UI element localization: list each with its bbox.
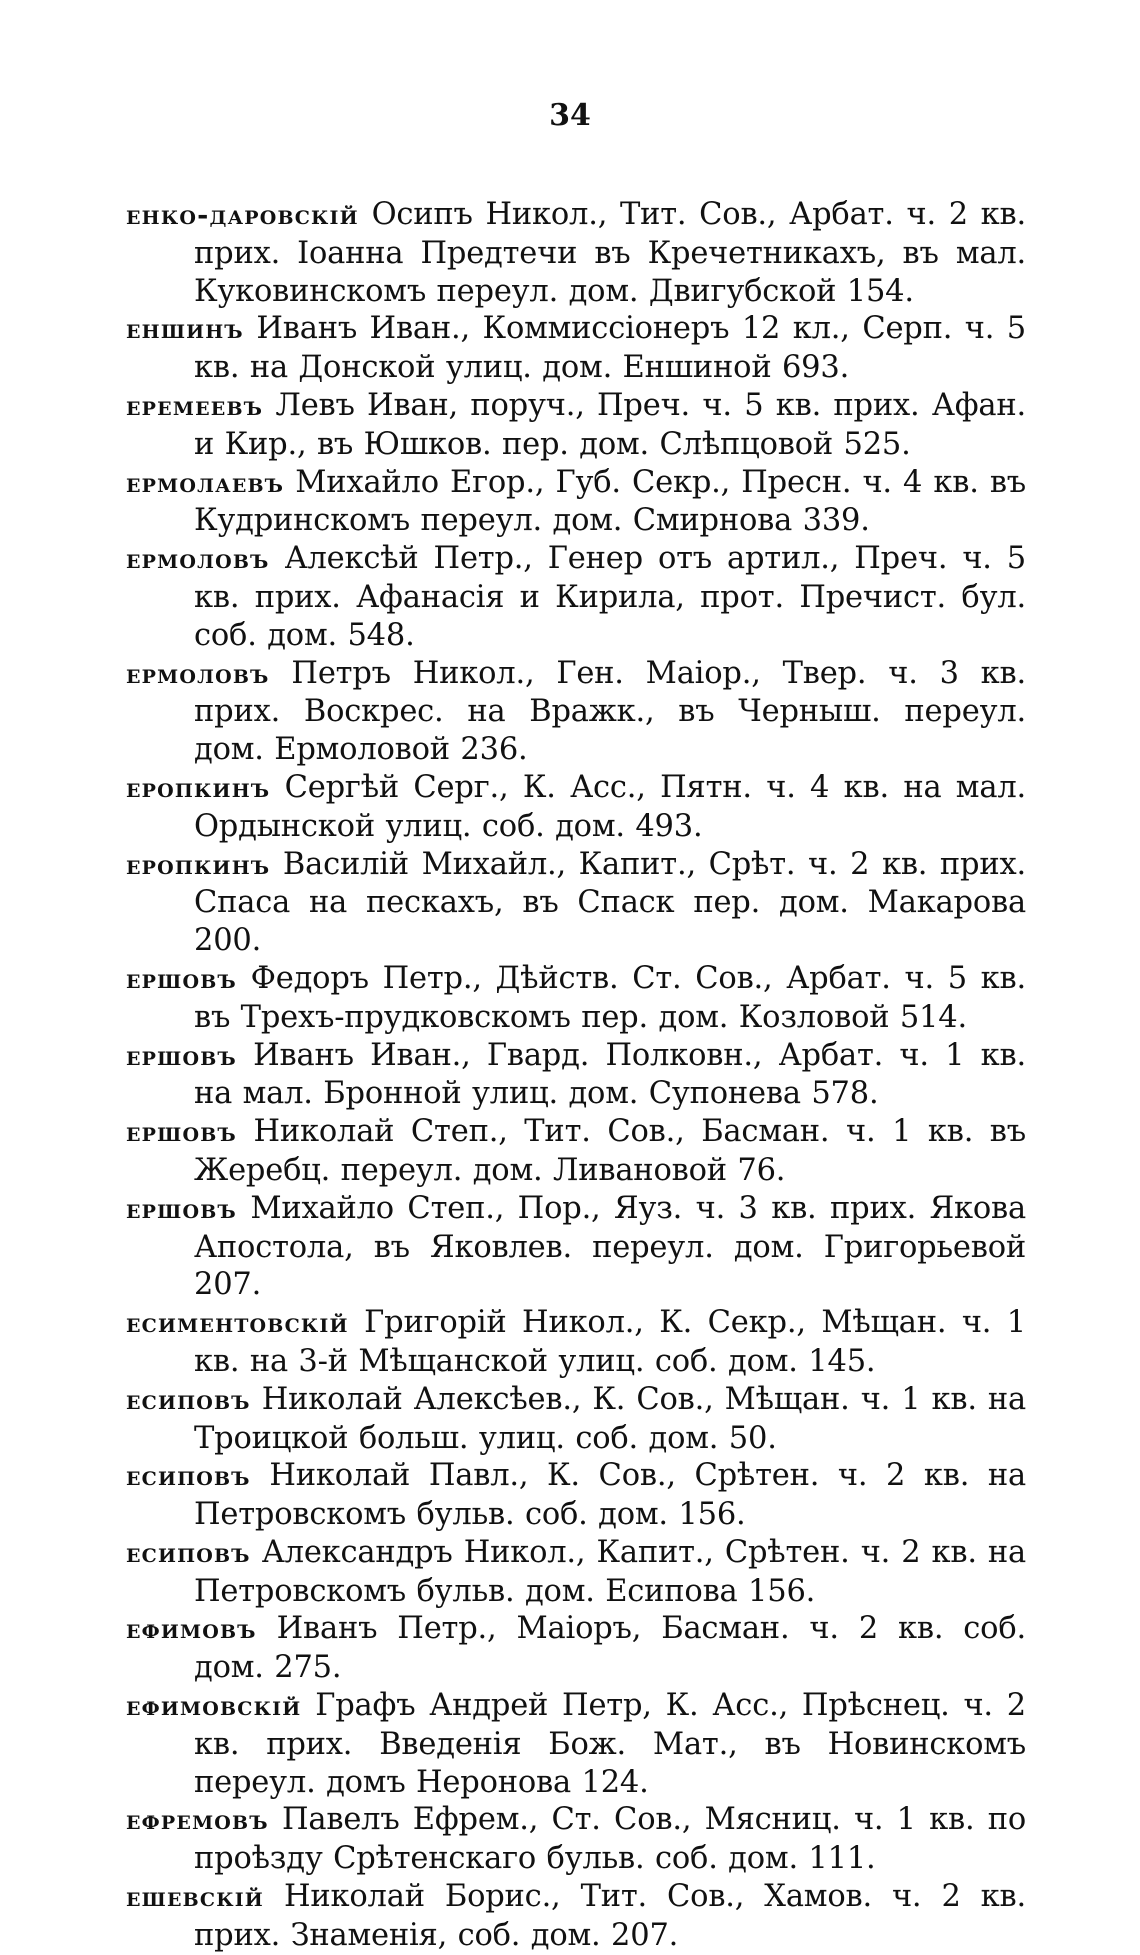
entry-text: Николай Степ., Тит. Сов., Басман. ч. 1 кв. въ Жеребц. переул. дом. Ливановой 76. xyxy=(194,1114,1026,1188)
entry-text: Павелъ Ефрем., Ст. Сов., Мясниц. ч. 1 кв. по проѣзду Срѣтенскаго бульв. соб. дом. 111. xyxy=(194,1802,1027,1877)
entry-text: Графъ Андрей Петр, К. Асс., Прѣснец. ч. 2 кв. прих. Введенія Бож. Мат., въ Новинскомъ переул. домъ Неронова 124. xyxy=(194,1688,1026,1800)
directory-entry xyxy=(126,387,1026,464)
directory-entry xyxy=(126,1534,1026,1611)
entry-text: Алексѣй Петр., Генер отъ артил., Преч. ч. 5 кв. прих. Афанасія и Кирила, прот. Пречист. бул. соб. дом. 548. xyxy=(194,541,1026,653)
entry-surname: ермоловъ xyxy=(126,658,270,690)
entry-text: Федоръ Петр., Дѣйств. Ст. Сов., Арбат. ч. 5 кв. въ Трехъ-прудковскомъ пер. дом. Козловой 514. xyxy=(194,960,1026,1035)
entry-surname: еропкинъ xyxy=(126,849,271,881)
entry-surname: ешевскій xyxy=(126,1882,264,1914)
entry-surname: еропкинъ xyxy=(126,772,271,804)
entry-surname: ефимовскій xyxy=(126,1691,302,1723)
directory-entry xyxy=(126,1113,1026,1190)
page-number: 34 xyxy=(549,98,591,133)
directory-entry xyxy=(126,1037,1026,1114)
entry-surname: есиментовскій xyxy=(126,1308,349,1340)
directory-entry xyxy=(126,196,1026,310)
directory-entry xyxy=(126,1878,1026,1955)
entry-text: Осипъ Никол., Тит. Сов., Арбат. ч. 2 кв. прих. Іоанна Предтечи въ Кречетникахъ, въ мал. Куковинскомъ переул. дом. Двигубской 154. xyxy=(194,197,1026,309)
entry-surname: ермоловъ xyxy=(126,544,270,576)
entry-surname: ефремовъ xyxy=(126,1805,269,1837)
entry-surname: ермолаевъ xyxy=(126,467,285,499)
directory-entry xyxy=(126,1801,1026,1878)
entry-text: Сергѣй Серг., К. Асс., Пятн. ч. 4 кв. на мал. Ордынской улиц. соб. дом. 493. xyxy=(194,769,1026,844)
entry-surname: ершовъ xyxy=(126,1193,237,1225)
entry-text: Петръ Никол., Ген. Маіор., Твер. ч. 3 кв. прих. Воскрес. на Вражк., въ Черныш. переул. дом. Ермоловой 236. xyxy=(194,655,1026,768)
directory-entry xyxy=(126,540,1026,654)
directory-entry xyxy=(126,960,1026,1037)
directory-entry xyxy=(126,1457,1026,1534)
directory-entry xyxy=(126,310,1026,387)
entry-text: Левъ Иван, поруч., Преч. ч. 5 кв. прих. Афан. и Кир., въ Юшков. пер. дом. Слѣпцовой 525. xyxy=(194,387,1026,462)
directory-entry xyxy=(126,769,1026,846)
entry-surname: ефимовъ xyxy=(126,1614,257,1646)
entry-text: Василій Михайл., Капит., Срѣт. ч. 2 кв. прих. Спаса на пескахъ, въ Спаск пер. дом. Макарова 200. xyxy=(194,846,1027,959)
entry-text: Григорій Никол., К. Секр., Мѣщан. ч. 1 кв. на 3-й Мѣщанской улиц. соб. дом. 145. xyxy=(194,1305,1027,1379)
entry-surname: еремеевъ xyxy=(126,390,264,422)
entry-surname: ершовъ xyxy=(126,963,237,995)
entry-text: Александръ Никол., Капит., Срѣтен. ч. 2 кв. на Петровскомъ бульв. дом. Есипова 156. xyxy=(194,1534,1026,1609)
entry-text: Михайло Степ., Пор., Яуз. ч. 3 кв. прих. Якова Апостола, въ Яковлев. переул. дом. Григорьевой 207. xyxy=(194,1190,1026,1303)
entry-text: Николай Алексѣев., К. Сов., Мѣщан. ч. 1 кв. на Троицкой больш. улиц. соб. дом. 50. xyxy=(194,1381,1026,1456)
entry-text: Иванъ Иван., Коммиссіонеръ 12 кл., Серп. ч. 5 кв. на Донской улиц. дом. Еншиной 693. xyxy=(194,311,1026,386)
entry-text: Иванъ Петр., Маіоръ, Басман. ч. 2 кв. соб. дом. 275. xyxy=(194,1611,1026,1686)
entry-text: Николай Борис., Тит. Сов., Хамов. ч. 2 кв. прих. Знаменія, соб. дом. 207. xyxy=(194,1879,1026,1953)
directory-entry xyxy=(126,464,1026,541)
directory-entry xyxy=(126,1304,1026,1381)
entry-text: Михайло Егор., Губ. Секр., Пресн. ч. 4 кв. въ Кудринскомъ переул. дом. Смирнова 339. xyxy=(194,464,1026,539)
entry-surname: есиповъ xyxy=(126,1384,251,1416)
directory-entry xyxy=(126,1610,1026,1687)
directory-entry xyxy=(126,1687,1026,1801)
entry-text: Николай Павл., К. Сов., Срѣтен. ч. 2 кв. на Петровскомъ бульв. соб. дом. 156. xyxy=(194,1458,1026,1533)
directory-entry xyxy=(126,1381,1026,1458)
entry-surname: еншинъ xyxy=(126,314,244,346)
directory-entry xyxy=(126,655,1026,769)
directory-entry xyxy=(126,846,1026,960)
entry-surname: енко-даровскій xyxy=(126,200,359,231)
entry-surname: ершовъ xyxy=(126,1117,237,1149)
directory-entries xyxy=(126,196,1026,1955)
entry-surname: есиповъ xyxy=(126,1461,251,1493)
entry-surname: есиповъ xyxy=(126,1537,251,1569)
entry-text: Иванъ Иван., Гвард. Полковн., Арбат. ч. 1 кв. на мал. Бронной улиц. дом. Супонева 578. xyxy=(194,1037,1026,1112)
entry-surname: ершовъ xyxy=(126,1040,237,1072)
directory-entry xyxy=(126,1190,1026,1304)
